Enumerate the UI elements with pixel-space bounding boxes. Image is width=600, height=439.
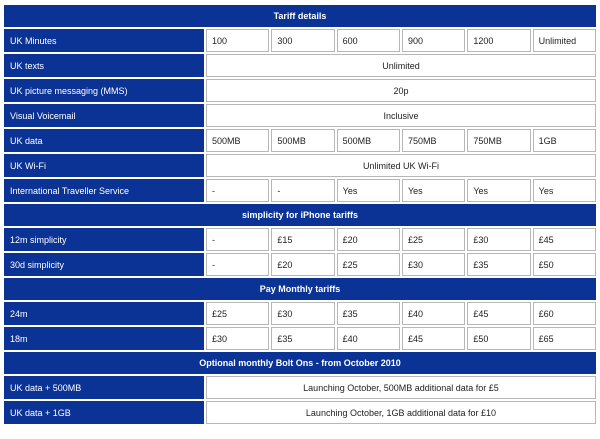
table-cell: Yes xyxy=(337,179,400,202)
table-cell: £35 xyxy=(337,302,400,325)
table-cell: 600 xyxy=(337,29,400,52)
table-cell: £30 xyxy=(402,253,465,276)
table-cell: Yes xyxy=(402,179,465,202)
row-label: UK Minutes xyxy=(4,29,204,52)
section-header-tariff-details xyxy=(4,5,596,27)
row-label: 30d simplicity xyxy=(4,253,204,276)
table-row-12m-simplicity xyxy=(4,228,596,251)
table-cell: £25 xyxy=(206,302,269,325)
table-row-data-1gb xyxy=(4,401,596,424)
table-cell: - xyxy=(206,179,269,202)
table-row-uk-minutes xyxy=(4,29,596,52)
row-label: 18m xyxy=(4,327,204,350)
table-cell: Unlimited xyxy=(533,29,596,52)
table-cell: 100 xyxy=(206,29,269,52)
row-label: 12m simplicity xyxy=(4,228,204,251)
table-cell: Yes xyxy=(467,179,530,202)
section-title: Optional monthly Bolt Ons - from October 2010 xyxy=(4,352,596,374)
table-cell: £65 xyxy=(533,327,596,350)
table-cell-span: 20p xyxy=(206,79,596,102)
section-header-bolt-ons xyxy=(4,352,596,374)
table-cell: £45 xyxy=(402,327,465,350)
table-row-uk-wifi xyxy=(4,154,596,177)
table-cell-span: Launching October, 500MB additional data for £5 xyxy=(206,376,596,399)
table-cell: £40 xyxy=(402,302,465,325)
table-cell: £35 xyxy=(467,253,530,276)
table-row-30d-simplicity xyxy=(4,253,596,276)
table-cell: 1GB xyxy=(533,129,596,152)
table-cell: £30 xyxy=(206,327,269,350)
table-cell: 1200 xyxy=(467,29,530,52)
table-row-mms xyxy=(4,79,596,102)
row-label: UK data xyxy=(4,129,204,152)
row-label: UK texts xyxy=(4,54,204,77)
tariff-table xyxy=(2,3,598,426)
table-cell: £25 xyxy=(402,228,465,251)
table-cell: £30 xyxy=(271,302,334,325)
table-cell: £40 xyxy=(337,327,400,350)
row-label: 24m xyxy=(4,302,204,325)
table-cell-span: Unlimited xyxy=(206,54,596,77)
section-header-pay-monthly xyxy=(4,278,596,300)
row-label: International Traveller Service xyxy=(4,179,204,202)
table-cell: £45 xyxy=(533,228,596,251)
row-label: UK data + 500MB xyxy=(4,376,204,399)
table-cell: £30 xyxy=(467,228,530,251)
table-cell-span: Inclusive xyxy=(206,104,596,127)
table-cell: £25 xyxy=(337,253,400,276)
section-title: Tariff details xyxy=(4,5,596,27)
table-cell-span: Launching October, 1GB additional data for £10 xyxy=(206,401,596,424)
table-cell: £20 xyxy=(337,228,400,251)
table-cell: 500MB xyxy=(337,129,400,152)
table-cell: £50 xyxy=(533,253,596,276)
table-cell: - xyxy=(271,179,334,202)
section-title: Pay Monthly tariffs xyxy=(4,278,596,300)
table-cell: £60 xyxy=(533,302,596,325)
table-cell-span: Unlimited UK Wi-Fi xyxy=(206,154,596,177)
table-cell: Yes xyxy=(533,179,596,202)
table-cell: £15 xyxy=(271,228,334,251)
table-row-visual-voicemail xyxy=(4,104,596,127)
row-label: UK data + 1GB xyxy=(4,401,204,424)
table-cell: £50 xyxy=(467,327,530,350)
table-row-uk-texts xyxy=(4,54,596,77)
table-row-18m xyxy=(4,327,596,350)
table-row-uk-data xyxy=(4,129,596,152)
table-cell: £35 xyxy=(271,327,334,350)
table-cell: 500MB xyxy=(271,129,334,152)
table-cell: 750MB xyxy=(467,129,530,152)
table-cell: £20 xyxy=(271,253,334,276)
table-cell: - xyxy=(206,228,269,251)
row-label: Visual Voicemail xyxy=(4,104,204,127)
section-header-simplicity xyxy=(4,204,596,226)
table-cell: 900 xyxy=(402,29,465,52)
table-cell: 750MB xyxy=(402,129,465,152)
table-cell: 500MB xyxy=(206,129,269,152)
row-label: UK picture messaging (MMS) xyxy=(4,79,204,102)
table-cell: - xyxy=(206,253,269,276)
table-row-international-traveller xyxy=(4,179,596,202)
table-row-24m xyxy=(4,302,596,325)
table-cell: £45 xyxy=(467,302,530,325)
row-label: UK Wi-Fi xyxy=(4,154,204,177)
table-cell: 300 xyxy=(271,29,334,52)
section-title: simplicity for iPhone tariffs xyxy=(4,204,596,226)
tariff-table-container xyxy=(2,3,598,437)
table-row-data-500mb xyxy=(4,376,596,399)
